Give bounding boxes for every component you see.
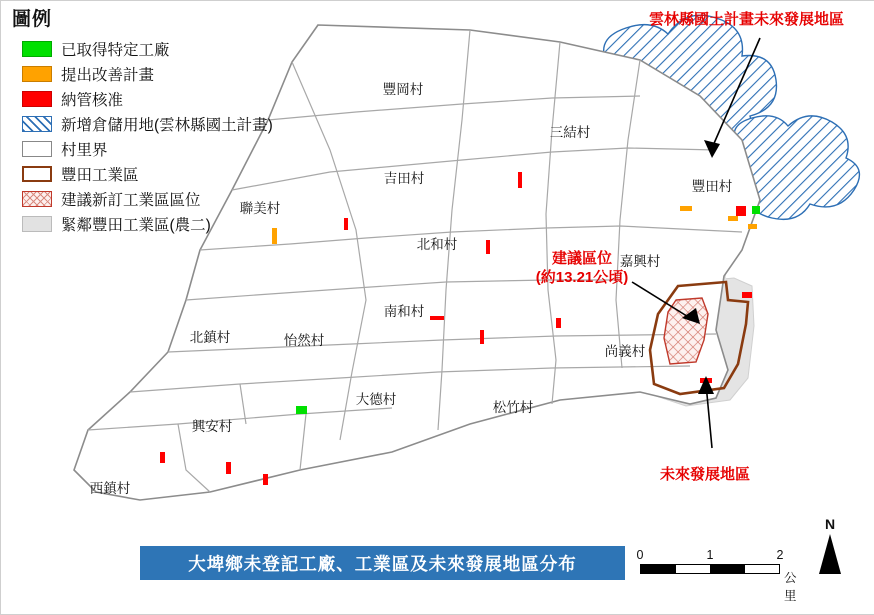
legend-label-approved-registration: 納管核准 xyxy=(61,92,124,109)
scale-seg-2 xyxy=(676,565,711,573)
village-label-yiran: 怡然村 xyxy=(283,333,325,348)
scale-tick-2: 2 xyxy=(776,548,784,562)
legend-item-approved-registration xyxy=(22,87,308,111)
legend-item-warehouse-land xyxy=(22,112,308,136)
village-label-jiaxing: 嘉興村 xyxy=(619,254,661,269)
village-label-beihe: 北和村 xyxy=(416,237,458,252)
village-label-shangyi: 尚義村 xyxy=(604,344,646,359)
annotation-future-development-area: 未來發展地區 xyxy=(660,466,751,483)
annotation-suggested-site-line1: 建議區位 xyxy=(551,250,612,267)
scale-tick-labels xyxy=(636,548,800,564)
legend-label-certified-factory: 已取得特定工廠 xyxy=(61,42,170,59)
legend-item-fengtian-park xyxy=(22,162,308,186)
legend-label-adjacent-farmland: 緊鄰豐田工業區(農二) xyxy=(61,217,211,234)
annotation-suggested-site-line2: (約13.21公頃) xyxy=(535,268,629,286)
north-arrow-triangle xyxy=(819,534,841,574)
village-label-fengtian: 豐田村 xyxy=(691,179,733,194)
legend-swatch-brown-outline xyxy=(22,166,52,182)
scale-tick-0: 0 xyxy=(636,548,644,562)
scale-tick-1: 1 xyxy=(706,548,714,562)
scale-seg-1 xyxy=(641,565,676,573)
legend-swatch-green xyxy=(22,41,52,57)
annotation-future-development-plan: 雲林縣國土計畫未來發展地區 xyxy=(649,11,845,28)
legend-item-village-boundary xyxy=(22,137,308,161)
legend-swatch-grey xyxy=(22,216,52,232)
map-title-bar: 大埤鄉未登記工廠、工業區及未來發展地區分布 xyxy=(140,546,625,580)
north-letter-label: N xyxy=(824,516,836,532)
legend-swatch-blue-hatch xyxy=(22,116,52,132)
north-arrow-icon xyxy=(810,516,850,574)
legend-swatch-red xyxy=(22,91,52,107)
village-label-fenggang: 豐岡村 xyxy=(382,82,424,97)
village-label-nanhe: 南和村 xyxy=(383,304,425,319)
scale-bar-graphic xyxy=(640,564,780,574)
legend-swatch-white xyxy=(22,141,52,157)
legend-swatch-pink-hatch xyxy=(22,191,52,207)
village-label-xingan: 興安村 xyxy=(191,419,233,434)
legend-item-improvement-plan xyxy=(22,62,308,86)
village-label-dade: 大德村 xyxy=(355,392,397,407)
legend-label-fengtian-park: 豐田工業區 xyxy=(61,167,139,184)
legend-label-suggested-zone: 建議新訂工業區區位 xyxy=(61,192,201,209)
village-label-lianmei: 聯美村 xyxy=(239,201,281,216)
scale-seg-3 xyxy=(710,565,745,573)
legend-label-improvement-plan: 提出改善計畫 xyxy=(61,67,155,84)
legend-label-village-boundary: 村里界 xyxy=(61,142,108,159)
scale-seg-4 xyxy=(745,565,780,573)
village-label-jitian: 吉田村 xyxy=(383,171,425,186)
legend-title: 圖例 xyxy=(12,9,53,30)
scale-bar xyxy=(636,548,800,603)
village-label-songzhu: 松竹村 xyxy=(492,400,534,415)
legend-swatch-orange xyxy=(22,66,52,82)
scale-unit-label: 公里 xyxy=(784,571,797,603)
village-label-xizhen: 西鎮村 xyxy=(89,481,131,496)
village-label-beizhen: 北鎮村 xyxy=(189,330,231,345)
legend-item-certified-factory xyxy=(22,37,308,61)
annotation-suggested-site xyxy=(536,250,629,288)
legend-label-warehouse-land: 新增倉儲用地(雲林縣國土計畫) xyxy=(61,117,273,134)
village-label-sanjie: 三結村 xyxy=(549,125,591,140)
